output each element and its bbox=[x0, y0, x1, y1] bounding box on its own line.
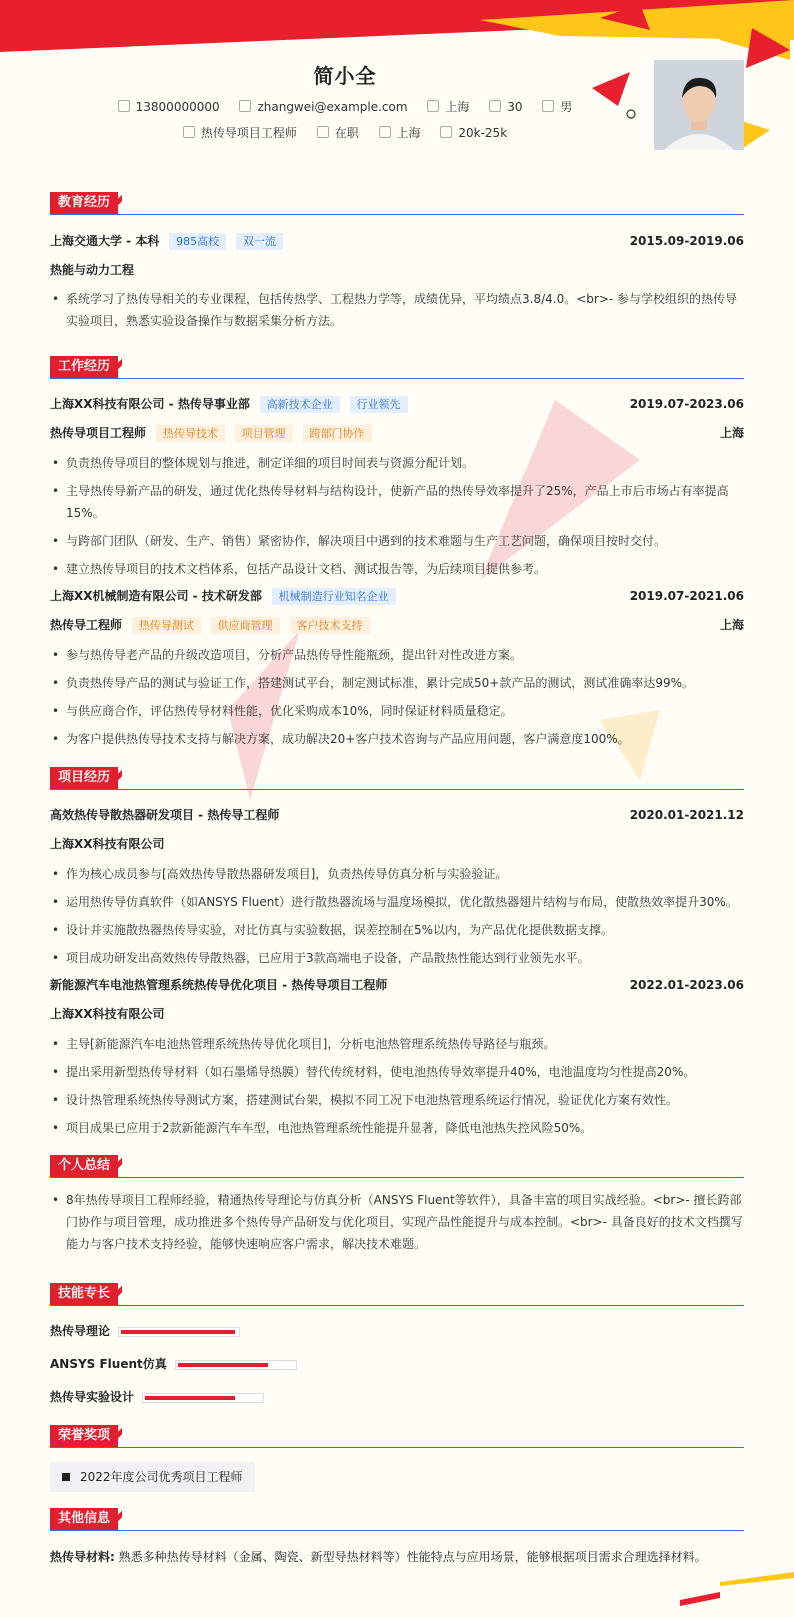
age: 30 bbox=[507, 100, 523, 114]
phone-item bbox=[118, 100, 220, 114]
status-icon bbox=[317, 126, 329, 138]
heading-stripe bbox=[112, 1155, 122, 1177]
status: 在职 bbox=[334, 126, 359, 140]
location-item bbox=[427, 98, 469, 115]
contact-row bbox=[0, 98, 690, 115]
skill-fill bbox=[145, 1396, 235, 1400]
projects-section bbox=[50, 767, 744, 790]
building-icon bbox=[379, 126, 391, 138]
bullet-item: • 负责热传导项目的整体规划与推进，制定详细的项目时间表与资源分配计划。 bbox=[50, 452, 744, 474]
other-heading bbox=[50, 1508, 744, 1531]
school-tag: 双一流 bbox=[236, 233, 283, 250]
company-name: 上海XX科技有限公司 - 热传导事业部 bbox=[50, 397, 250, 411]
section-title: 个人总结 bbox=[50, 1155, 118, 1177]
section-title: 教育经历 bbox=[50, 192, 118, 214]
skill-item bbox=[50, 1354, 297, 1374]
school-row bbox=[50, 232, 744, 250]
salary-item bbox=[440, 126, 507, 140]
awards-heading bbox=[50, 1425, 744, 1448]
work-city: 上海 bbox=[719, 426, 744, 440]
role-row bbox=[50, 616, 744, 634]
calendar-icon bbox=[489, 100, 501, 112]
heading-stripe bbox=[112, 356, 122, 378]
other-item bbox=[50, 1548, 744, 1566]
role-row bbox=[50, 424, 744, 442]
email: zhangwei@example.com bbox=[257, 100, 408, 114]
section-title: 技能专长 bbox=[50, 1283, 118, 1305]
skill-fill bbox=[178, 1363, 268, 1367]
email-icon bbox=[239, 100, 251, 112]
square-bullet-icon bbox=[62, 1473, 70, 1481]
bullet-item: • 系统学习了热传导相关的专业课程，包括传热学、工程热力学等，成绩优异，平均绩点3.8/4.0。<br>- 参与学校组织的热传导实验项目，熟悉实验设备操作与数据采集分析方法。 bbox=[50, 288, 744, 332]
job-title: 热传导项目工程师 bbox=[200, 126, 297, 140]
heading-stripe bbox=[112, 767, 122, 789]
email-item bbox=[239, 100, 407, 114]
section-title: 工作经历 bbox=[50, 356, 118, 378]
work-section bbox=[50, 356, 744, 379]
bullet-item: • 主导热传导新产品的研发，通过优化热传导材料与结构设计，使新产品的热传导效率提升了25%，产品上市后市场占有率提高15%。 bbox=[50, 480, 744, 524]
award-name: 2022年度公司优秀项目工程师 bbox=[80, 1470, 243, 1484]
project-company: 上海XX科技有限公司 bbox=[50, 1007, 165, 1021]
role-tag: 跨部门协作 bbox=[303, 425, 372, 442]
role: 热传导工程师 bbox=[50, 618, 123, 632]
status-item bbox=[317, 124, 359, 141]
bullet-item: • 主导[新能源汽车电池热管理系统热传导优化项目]，分析电池热管理系统热传导路径与瓶颈。 bbox=[50, 1033, 744, 1055]
heading-stripe bbox=[112, 1425, 122, 1447]
location: 上海 bbox=[445, 100, 470, 114]
heading-stripe bbox=[112, 1283, 122, 1305]
summary-heading bbox=[50, 1155, 744, 1178]
gender-icon bbox=[542, 100, 554, 112]
target-city: 上海 bbox=[396, 126, 421, 140]
work-bullets bbox=[50, 452, 744, 586]
work-dates: 2019.07-2021.06 bbox=[629, 589, 744, 603]
bullet-item: • 提出采用新型热传导材料（如石墨烯导热膜）替代传统材料，使电池热传导效率提升40%，电池温度均匀性提高20%。 bbox=[50, 1061, 744, 1083]
skills-heading bbox=[50, 1283, 744, 1306]
job-title-item bbox=[183, 124, 297, 141]
phone: 13800000000 bbox=[135, 100, 220, 114]
education-bullets bbox=[50, 288, 744, 338]
bullet-item: • 8年热传导项目工程师经验，精通热传导理论与仿真分析（ANSYS Fluent等软件），具备丰富的项目实战经验。<br>- 擅长跨部门协作与项目管理，成功推进多个热传导产品研发与优化项目，实现产品性能提升与成本控制。<br>- 具备良好的技术文档撰写能力与客户技术支持经验，能够快速响应客户需求，解决技术难题。 bbox=[50, 1189, 744, 1255]
candidate-name: 简小全 bbox=[313, 64, 377, 88]
project-bullets bbox=[50, 863, 744, 975]
person-avatar-icon bbox=[654, 60, 744, 150]
education-dates: 2015.09-2019.06 bbox=[629, 234, 744, 248]
skill-name: 热传导实验设计 bbox=[50, 1390, 135, 1404]
project-bullets bbox=[50, 1033, 744, 1145]
company-tag: 高新技术企业 bbox=[260, 396, 340, 413]
projects-heading bbox=[50, 767, 744, 790]
section-title: 荣誉奖项 bbox=[50, 1425, 118, 1447]
work-heading bbox=[50, 356, 744, 379]
company-tag: 行业领先 bbox=[350, 396, 408, 413]
skills-section bbox=[50, 1283, 744, 1404]
role-tag: 供应商管理 bbox=[211, 617, 280, 634]
project-title: 高效热传导散热器研发项目 - 热传导工程师 bbox=[50, 808, 280, 822]
role-tag: 热传导测试 bbox=[132, 617, 201, 634]
phone-icon bbox=[118, 100, 130, 112]
skill-name: 热传导理论 bbox=[50, 1324, 111, 1338]
project-title-row bbox=[50, 976, 744, 994]
school-tag: 985高校 bbox=[169, 233, 226, 250]
other-text: 熟悉多种热传导材料（金属、陶瓷、新型导热材料等）性能特点与应用场景，能够根据项目需求合理选择材料。 bbox=[118, 1550, 707, 1564]
gender-item bbox=[542, 98, 572, 115]
summary-section bbox=[50, 1155, 744, 1251]
footer-decoration bbox=[680, 1570, 794, 1617]
project-company: 上海XX科技有限公司 bbox=[50, 837, 165, 851]
company-row bbox=[50, 395, 744, 413]
coin-icon bbox=[440, 126, 452, 138]
summary-bullets bbox=[50, 1189, 744, 1261]
bullet-item: • 项目成果已应用于2款新能源汽车车型，电池热管理系统性能提升显著，降低电池热失控风险50%。 bbox=[50, 1117, 744, 1139]
role-tag: 客户技术支持 bbox=[290, 617, 370, 634]
skill-name: ANSYS Fluent仿真 bbox=[50, 1357, 167, 1371]
bullet-item: • 设计热管理系统热传导测试方案，搭建测试台架，模拟不同工况下电池热管理系统运行情况，验证优化方案有效性。 bbox=[50, 1089, 744, 1111]
section-title: 项目经历 bbox=[50, 767, 118, 789]
bullet-item: • 作为核心成员参与[高效热传导散热器研发项目]，负责热传导仿真分析与实验验证。 bbox=[50, 863, 744, 885]
bullet-item: • 负责热传导产品的测试与验证工作，搭建测试平台，制定测试标准，累计完成50+款产品的测试，测试准确率达99%。 bbox=[50, 672, 744, 694]
role-tag: 项目管理 bbox=[235, 425, 293, 442]
skill-item bbox=[50, 1387, 264, 1407]
bullet-item: • 与跨部门团队（研发、生产、销售）紧密协作，解决项目中遇到的技术难题与生产工艺问题，确保项目按时交付。 bbox=[50, 530, 744, 552]
salary: 20k-25k bbox=[458, 126, 508, 140]
award-item bbox=[50, 1462, 255, 1492]
bullet-item: • 运用热传导仿真软件（如ANSYS Fluent）进行散热器流场与温度场模拟，优化散热器翅片结构与布局，使散热效率提升30%。 bbox=[50, 891, 744, 913]
education-section bbox=[50, 192, 744, 215]
company-name: 上海XX机械制造有限公司 - 技术研发部 bbox=[50, 589, 262, 603]
school-name: 上海交通大学 - 本科 bbox=[50, 234, 160, 248]
profile-photo bbox=[654, 60, 744, 150]
skill-bar bbox=[142, 1393, 264, 1403]
major: 热能与动力工程 bbox=[50, 263, 135, 277]
age-item bbox=[489, 100, 522, 114]
other-section bbox=[50, 1508, 744, 1564]
education-heading bbox=[50, 192, 744, 215]
other-label: 热传导材料: bbox=[50, 1550, 115, 1564]
work-city: 上海 bbox=[719, 618, 744, 632]
company-tag: 机械制造行业知名企业 bbox=[272, 588, 396, 605]
bullet-item: • 与供应商合作，评估热传导材料性能，优化采购成本10%，同时保证材料质量稳定。 bbox=[50, 700, 744, 722]
send-icon bbox=[183, 126, 195, 138]
project-title: 新能源汽车电池热管理系统热传导优化项目 - 热传导项目工程师 bbox=[50, 978, 388, 992]
work-dates: 2019.07-2023.06 bbox=[629, 397, 744, 411]
skill-bar bbox=[118, 1327, 240, 1337]
awards-section bbox=[50, 1425, 744, 1484]
target-city-item bbox=[379, 124, 421, 141]
bullet-item: • 为客户提供热传导技术支持与解决方案，成功解决20+客户技术咨询与产品应用问题，客户满意度100%。 bbox=[50, 728, 744, 750]
work-bullets bbox=[50, 644, 744, 756]
job-intent-row bbox=[0, 124, 690, 141]
project-title-row bbox=[50, 806, 744, 824]
home-icon bbox=[427, 100, 439, 112]
bullet-item: • 设计并实施散热器热传导实验，对比仿真与实验数据，误差控制在5%以内，为产品优化提供数据支撑。 bbox=[50, 919, 744, 941]
heading-stripe bbox=[112, 192, 122, 214]
skill-fill bbox=[121, 1330, 235, 1334]
company-row bbox=[50, 587, 744, 605]
role-tag: 热传导技术 bbox=[156, 425, 225, 442]
gender: 男 bbox=[560, 100, 573, 114]
project-dates: 2022.01-2023.06 bbox=[629, 978, 744, 992]
bullet-item: • 参与热传导老产品的升级改造项目，分析产品热传导性能瓶颈，提出针对性改进方案。 bbox=[50, 644, 744, 666]
skill-bar bbox=[175, 1360, 297, 1370]
skill-item bbox=[50, 1321, 240, 1341]
heading-stripe bbox=[112, 1508, 122, 1530]
project-dates: 2020.01-2021.12 bbox=[629, 808, 744, 822]
role: 热传导项目工程师 bbox=[50, 426, 147, 440]
bullet-item: • 项目成功研发出高效热传导散热器，已应用于3款高端电子设备，产品散热性能达到行业领先水平。 bbox=[50, 947, 744, 969]
section-title: 其他信息 bbox=[50, 1508, 118, 1530]
bullet-item: • 建立热传导项目的技术文档体系，包括产品设计文档、测试报告等，为后续项目提供参考。 bbox=[50, 558, 744, 580]
resume-header bbox=[0, 0, 794, 170]
